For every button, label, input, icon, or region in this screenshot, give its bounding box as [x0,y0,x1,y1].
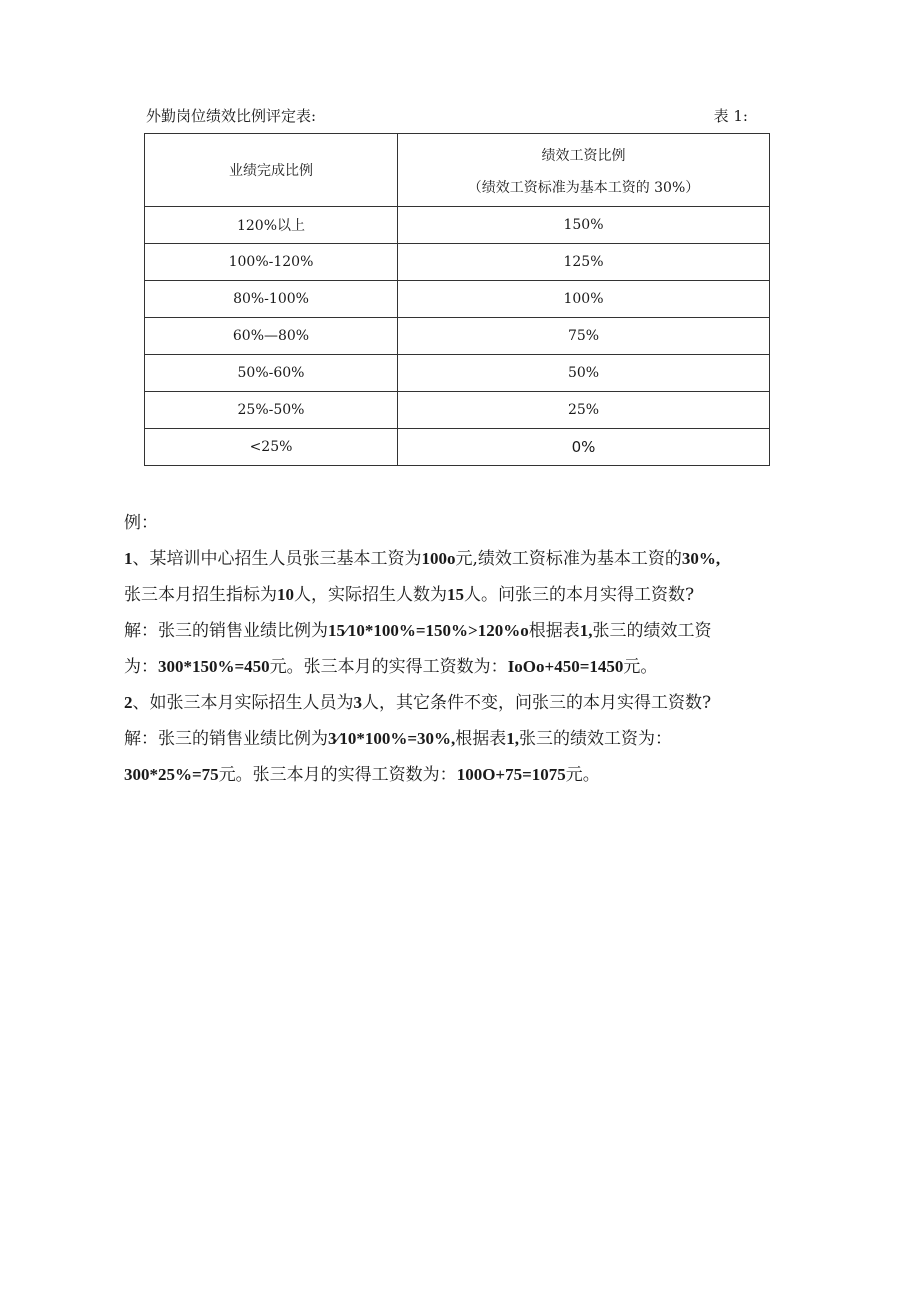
pay-ratio-cell: 50% [398,355,770,392]
pay-ratio-cell: 0% [398,429,770,466]
completion-range-cell: 50%-60% [145,355,398,392]
header-performance-pay-ratio-note: （绩效工资标准为基本工资的 30%） [467,180,700,196]
table-title: 外勤岗位绩效比例评定表: [146,107,317,125]
table-row [145,429,770,466]
formula-value: IoOo+450=1450 [507,657,624,676]
formula-value: 15⁄10*100%=150%>120%o [328,621,529,640]
text-segment: 人。问张三的本月实得工资数? [464,585,695,605]
text-segment: 人，实际招生人数为 [294,585,447,605]
pay-ratio-cell: 75% [398,318,770,355]
text-segment: 解：张三的销售业绩比例为 [124,729,328,749]
question-number: 1 [124,549,133,568]
table-row [145,244,770,281]
table-caption-row [146,104,748,128]
table-row [145,355,770,392]
completion-range-cell: 25%-50% [145,392,398,429]
formula-value: 3⁄10*100%=30%, [328,729,456,748]
pay-ratio-cell: 100% [398,281,770,318]
table-number-value: 1, [579,621,593,640]
completion-range-cell: 80%-100% [145,281,398,318]
text-segment: 元。 [623,657,658,677]
actual-value: 15 [447,585,464,604]
text-segment: 元。 [565,765,600,785]
example-answer-1-cont [124,649,804,685]
example-answer-2-cont [124,757,804,793]
text-segment: 张三的绩效工资为： [519,729,673,749]
pay-ratio-cell: 125% [398,244,770,281]
header-performance-pay-ratio-main: 绩效工资比例 [541,148,626,164]
formula-value: 300*150%=450 [158,657,270,676]
example-answer-2 [124,721,804,757]
text-segment: 、如张三本月实际招生人员为 [132,693,354,713]
pay-ratio-cell: 25% [398,392,770,429]
table-row [145,392,770,429]
text-segment: 解：张三的销售业绩比例为 [124,621,328,641]
text-segment: 张三的绩效工资 [592,621,712,641]
text-segment: 、某培训中心招生人员张三基本工资为 [132,549,422,569]
text-segment: 人，其它条件不变，问张三的本月实得工资数? [362,693,712,713]
table-row [145,207,770,244]
completion-range-cell: 100%-120% [145,244,398,281]
actual-value: 3 [353,693,362,712]
completion-range-cell: 120%以上 [145,207,398,244]
table-row [145,318,770,355]
text-segment: 根据表 [455,729,507,749]
header-completion-ratio: 业绩完成比例 [145,134,398,207]
base-salary-value: 100o [421,549,456,568]
text-segment: 元。张三本月的实得工资数为： [218,765,457,785]
text-segment: 根据表 [528,621,580,641]
text-segment: 元。张三本月的实得工资数为： [269,657,508,677]
example-question-2 [124,685,804,721]
completion-range-cell: <25% [145,429,398,466]
example-label: 例： [124,513,158,533]
performance-ratio-table [144,133,770,466]
question-number: 2 [124,693,133,712]
text-segment: 元,绩效工资标准为基本工资的 [455,549,682,569]
percent-value: 30%, [681,549,721,568]
table-number-value: 1, [506,729,520,748]
example-section [124,506,804,793]
text-segment: 为： [124,657,158,677]
example-question-1 [124,541,804,577]
example-question-1-cont [124,577,804,613]
formula-value: 100O+75=1075 [456,765,566,784]
table-reference: 表 1: [713,107,748,125]
example-answer-1 [124,613,804,649]
formula-value: 300*25%=75 [124,765,219,784]
text-segment: 张三本月招生指标为 [124,585,277,605]
target-value: 10 [277,585,294,604]
pay-ratio-cell: 150% [398,207,770,244]
table-header-row [145,134,770,207]
completion-range-cell: 60%—80% [145,318,398,355]
header-performance-pay-ratio [398,134,770,207]
table-row [145,281,770,318]
